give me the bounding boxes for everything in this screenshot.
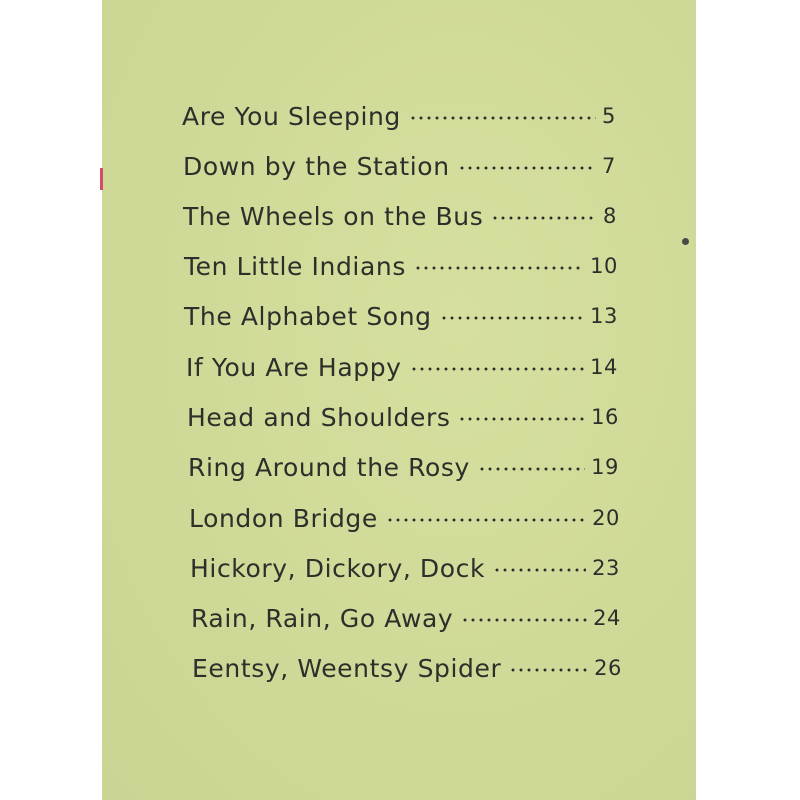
toc-entry	[184, 296, 618, 336]
toc-entry-title: Are You Sleeping	[182, 101, 401, 131]
dot-leader	[509, 668, 588, 672]
toc-entry-page: 20	[592, 506, 620, 530]
toc-entry-title: The Wheels on the Bus	[183, 201, 484, 231]
dot-leader	[414, 266, 584, 270]
dot-leader	[461, 618, 587, 622]
toc-entry-page: 24	[593, 606, 621, 630]
toc-entry-title: Ten Little Indians	[184, 251, 406, 281]
toc-entry-title: Down by the Station	[183, 151, 450, 181]
toc-entry-page: 5	[602, 104, 616, 128]
dot-leader	[458, 166, 596, 170]
toc-entry-title: If You Are Happy	[186, 352, 402, 382]
toc-entry	[183, 146, 616, 186]
book-page	[102, 0, 696, 800]
page-speck	[682, 238, 689, 245]
toc-entry	[186, 347, 618, 387]
toc-entry	[189, 498, 620, 538]
toc-entry-title: Eentsy, Weentsy Spider	[192, 653, 502, 683]
toc-entry-title: Rain, Rain, Go Away	[191, 603, 454, 633]
toc-entry	[184, 246, 618, 286]
toc-entry-page: 7	[602, 154, 616, 178]
dot-leader	[478, 467, 585, 471]
dot-leader	[491, 216, 597, 220]
toc-entry-page: 14	[590, 355, 618, 379]
dot-leader	[410, 367, 585, 371]
table-of-contents	[102, 0, 696, 800]
toc-entry-title: The Alphabet Song	[184, 301, 432, 331]
toc-entry-title: Head and Shoulders	[187, 402, 451, 432]
dot-leader	[493, 568, 586, 572]
toc-entry-page: 8	[603, 204, 617, 228]
toc-entry-page: 13	[590, 304, 618, 328]
toc-entry-page: 19	[591, 455, 619, 479]
toc-entry-page: 10	[590, 254, 618, 278]
toc-entry	[183, 196, 617, 236]
toc-entry-page: 16	[591, 405, 619, 429]
toc-entry	[192, 648, 622, 688]
edge-mark	[100, 168, 103, 190]
toc-entry	[182, 96, 616, 136]
dot-leader	[440, 316, 584, 320]
toc-entry-title: Hickory, Dickory, Dock	[190, 553, 486, 583]
toc-entry	[188, 447, 619, 487]
toc-entry-page: 23	[592, 556, 620, 580]
toc-entry	[191, 598, 621, 638]
dot-leader	[386, 518, 586, 522]
dot-leader	[458, 417, 585, 421]
toc-entry-title: London Bridge	[189, 503, 378, 533]
toc-entry	[187, 397, 619, 437]
dot-leader	[409, 116, 596, 120]
toc-entry-title: Ring Around the Rosy	[188, 452, 470, 482]
toc-entry	[190, 548, 620, 588]
toc-entry-page: 26	[594, 656, 622, 680]
